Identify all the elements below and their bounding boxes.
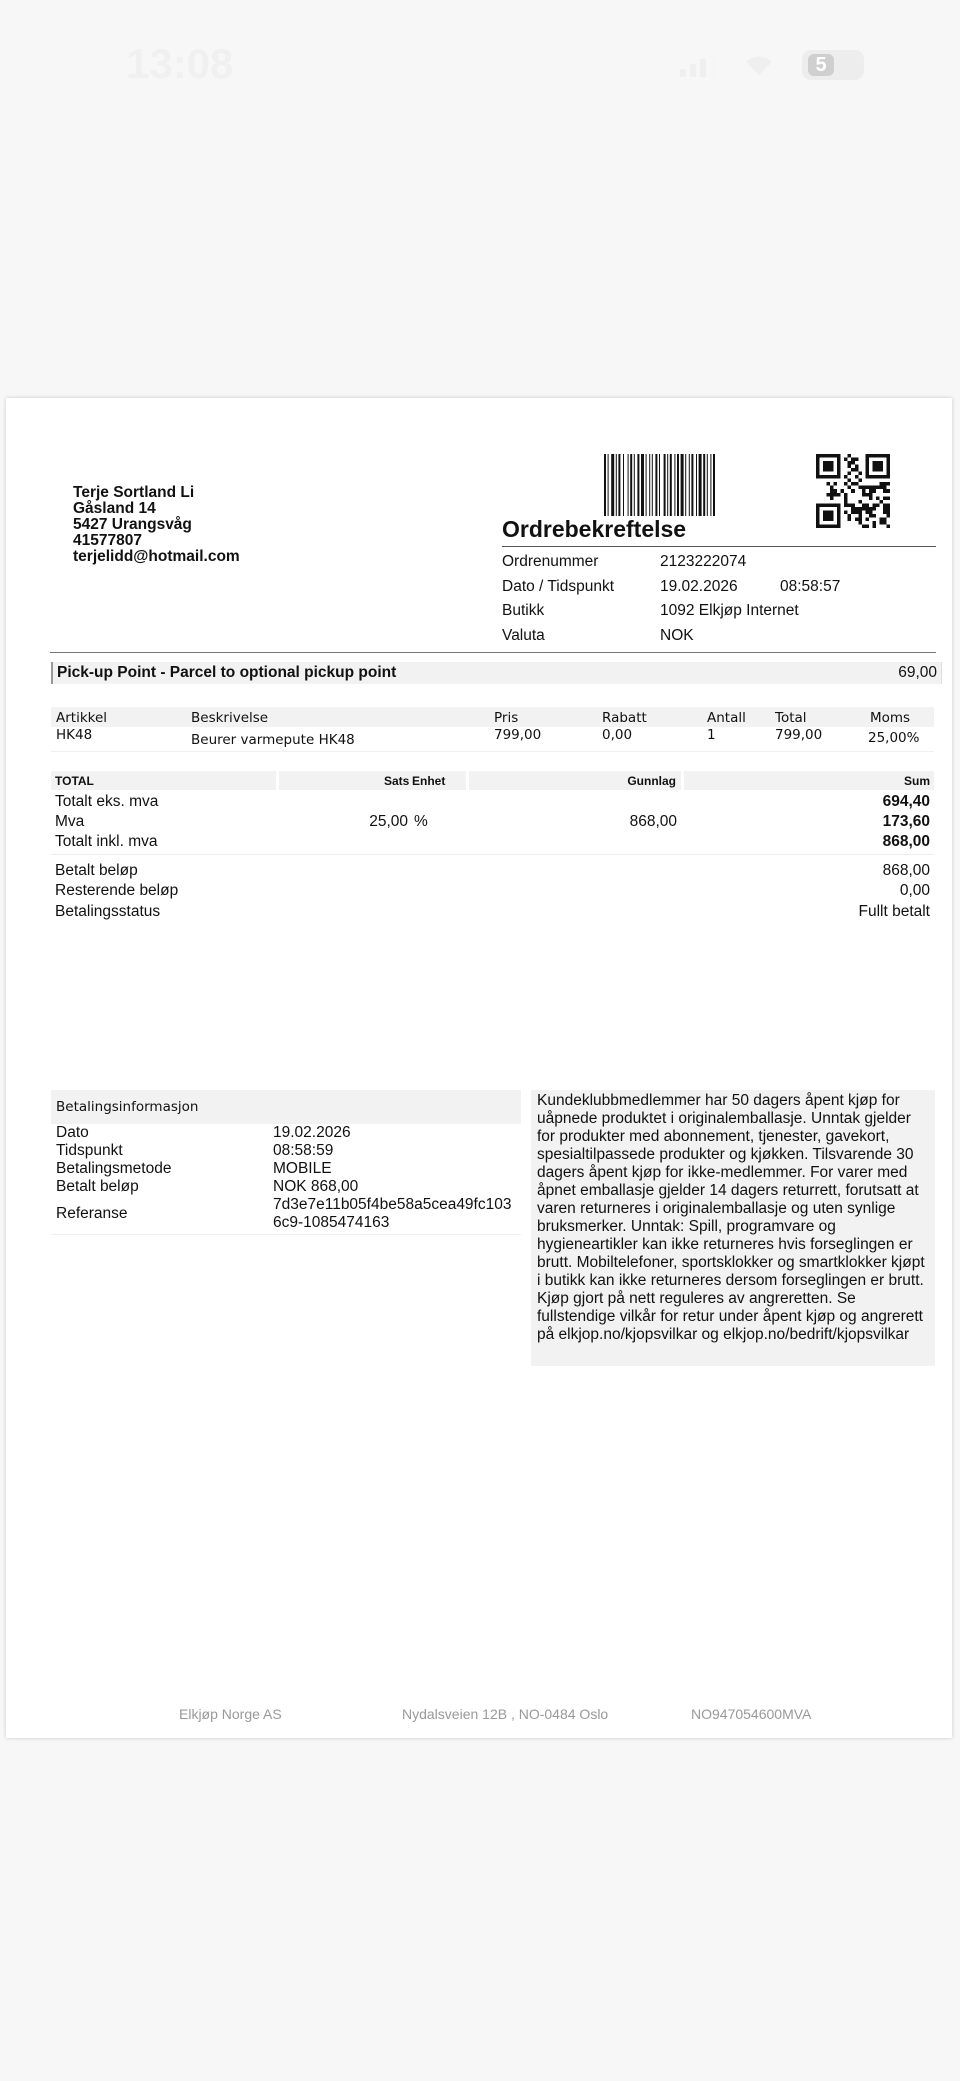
- item-article: HK48: [56, 727, 93, 743]
- total-excl-row: [51, 792, 934, 812]
- status-bar: [0, 0, 960, 130]
- battery-icon: [802, 50, 864, 80]
- remaining-amount: 0,00: [899, 882, 930, 899]
- total-excl-label: Totalt eks. mva: [55, 793, 159, 810]
- totals-col-rate: Sats: [384, 774, 410, 788]
- order-number-label: Ordrenummer: [502, 553, 599, 571]
- item-total: 799,00: [775, 727, 823, 743]
- status-time: 13:08: [126, 40, 234, 87]
- vat-unit: %: [414, 813, 428, 830]
- vat-basis: 868,00: [629, 813, 677, 830]
- shipping-name: Pick-up Point - Parcel to optional pickup point: [57, 664, 397, 681]
- vat-label: Mva: [55, 813, 85, 830]
- payment-status: Fullt betalt: [858, 903, 930, 920]
- vat-row: [51, 812, 934, 832]
- payment-reference-label: Referanse: [56, 1205, 128, 1222]
- order-date: 19.02.2026: [660, 577, 738, 595]
- battery-level: 5: [808, 54, 834, 76]
- col-vat: Moms: [870, 710, 911, 726]
- totals-col-sum: Sum: [903, 774, 930, 788]
- totals-col-total: TOTAL: [55, 774, 94, 788]
- payment-amount: NOK 868,00: [273, 1178, 359, 1195]
- remaining-label: Resterende beløp: [55, 882, 179, 899]
- footer-address: Nydalsveien 12B , NO-0484 Oslo: [402, 1706, 609, 1722]
- order-number: 2123222074: [660, 553, 747, 571]
- paid-amount: 868,00: [882, 862, 930, 879]
- order-store: 1092 Elkjøp Internet: [660, 602, 799, 620]
- return-terms: Kundeklubbmedlemmer har 50 dagers åpent kjøp for uåpnede produktet i originalemballasje. Unntak gjelder for produkter med abonnement, tjenester, gavekort, spesialtilpassede produkter og kjøkken. Tilsvarende 30 dagers åpent kjøp for ikke-medlemmer. For varer med åpnet emballasje gjelder 14 dagers returrett, forutsatt at varen returneres i originalemballasje og uten synlige bruksmerker. Unntak: Spill, programvare og hygieneartikler kan ikke returneres hvis forseglingen er brutt. Mobiltelefoner, sportsklokker og smartklokker kjøpt i butikk kan ikke returneres dersom forseglingen er brutt. Kjøp gjort på nett reguleres av angreretten. Se fullstendige vilkår for retur under åpent kjøp og angrerett på elkjop.no/kjopsvilkar og elkjop.no/bedrift/kjopsvilkar: [531, 1090, 935, 1366]
- col-description: Beskrivelse: [191, 710, 269, 726]
- order-currency: NOK: [660, 626, 694, 644]
- items-table-header: [51, 707, 934, 727]
- order-currency-row: [502, 624, 840, 649]
- order-confirmation-document: [6, 398, 952, 1738]
- col-discount: Rabatt: [602, 710, 647, 726]
- item-qty: 1: [707, 727, 716, 743]
- customer-block: [73, 485, 240, 565]
- payment-info-box: [51, 1090, 521, 1235]
- remaining-row: [51, 881, 934, 901]
- qr-code-image: [816, 454, 890, 528]
- item-discount: 0,00: [602, 727, 633, 743]
- order-title: Ordrebekreftelse: [502, 516, 687, 542]
- total-incl-sum: 868,00: [882, 833, 930, 850]
- payment-info-heading: Betalingsinformasjon: [51, 1090, 521, 1124]
- payment-time-row: [51, 1142, 521, 1160]
- shipping-price: 69,00: [898, 664, 937, 681]
- order-meta: [502, 550, 840, 648]
- totals-col-unit: Enhet: [412, 774, 446, 788]
- item-price: 799,00: [494, 727, 542, 743]
- order-store-label: Butikk: [502, 602, 545, 620]
- item-description: Beurer varmepute HK48: [191, 732, 355, 748]
- payment-time-label: Tidspunkt: [56, 1142, 123, 1159]
- total-incl-label: Totalt inkl. mva: [55, 833, 158, 850]
- table-row: [51, 727, 934, 752]
- payment-amount-row: [51, 1178, 521, 1196]
- paid-row: [51, 861, 934, 881]
- payment-method-label: Betalingsmetode: [56, 1160, 172, 1177]
- payment-date-label: Dato: [56, 1124, 89, 1141]
- customer-phone: 41577807: [73, 532, 142, 549]
- total-excl-sum: 694,40: [882, 793, 930, 810]
- payment-method: MOBILE: [273, 1160, 332, 1177]
- payment-reference: 7d3e7e11b05f4be58a5cea49fc1036c9-1085474163: [273, 1196, 512, 1231]
- vat-rate: 25,00: [369, 813, 408, 830]
- section-divider: [50, 652, 936, 653]
- paid-label: Betalt beløp: [55, 862, 138, 879]
- customer-address: Gåsland 14: [73, 500, 156, 517]
- customer-email: terjelidd@hotmail.com: [73, 548, 240, 565]
- order-datetime-label: Dato / Tidspunkt: [502, 577, 615, 595]
- col-price: Pris: [494, 710, 519, 726]
- signal-icon: [680, 53, 716, 77]
- footer-org-number: NO947054600MVA: [691, 1706, 812, 1722]
- shipping-row: [51, 662, 942, 684]
- total-incl-row: [51, 832, 934, 852]
- payment-time: 08:58:59: [273, 1142, 334, 1159]
- col-total: Total: [775, 710, 807, 726]
- order-datetime-row: [502, 575, 840, 600]
- wifi-icon: [742, 53, 776, 77]
- title-divider: [502, 546, 936, 547]
- payment-reference-row: [51, 1196, 521, 1232]
- payment-date: 19.02.2026: [273, 1124, 351, 1141]
- status-icons: [680, 50, 864, 80]
- totals-col-basis: Gunnlag: [627, 774, 676, 788]
- totals-divider: [51, 854, 934, 855]
- vat-sum: 173,60: [882, 813, 930, 830]
- customer-name: Terje Sortland Li: [73, 484, 195, 501]
- col-article: Artikkel: [56, 710, 108, 726]
- payment-status-label: Betalingsstatus: [55, 903, 161, 920]
- order-currency-label: Valuta: [502, 626, 545, 644]
- payment-status-row: [51, 902, 934, 922]
- order-number-row: [502, 550, 840, 575]
- payment-method-row: [51, 1160, 521, 1178]
- order-time: 08:58:57: [780, 577, 841, 595]
- item-vat: 25,00%: [868, 730, 920, 746]
- customer-postal: 5427 Urangsvåg: [73, 516, 192, 533]
- payment-date-row: [51, 1124, 521, 1142]
- order-store-row: [502, 599, 840, 624]
- footer-company: Elkjøp Norge AS: [179, 1706, 282, 1722]
- barcode-image: [604, 454, 774, 516]
- payment-amount-label: Betalt beløp: [56, 1178, 139, 1195]
- col-qty: Antall: [707, 710, 746, 726]
- totals-header: [51, 771, 934, 790]
